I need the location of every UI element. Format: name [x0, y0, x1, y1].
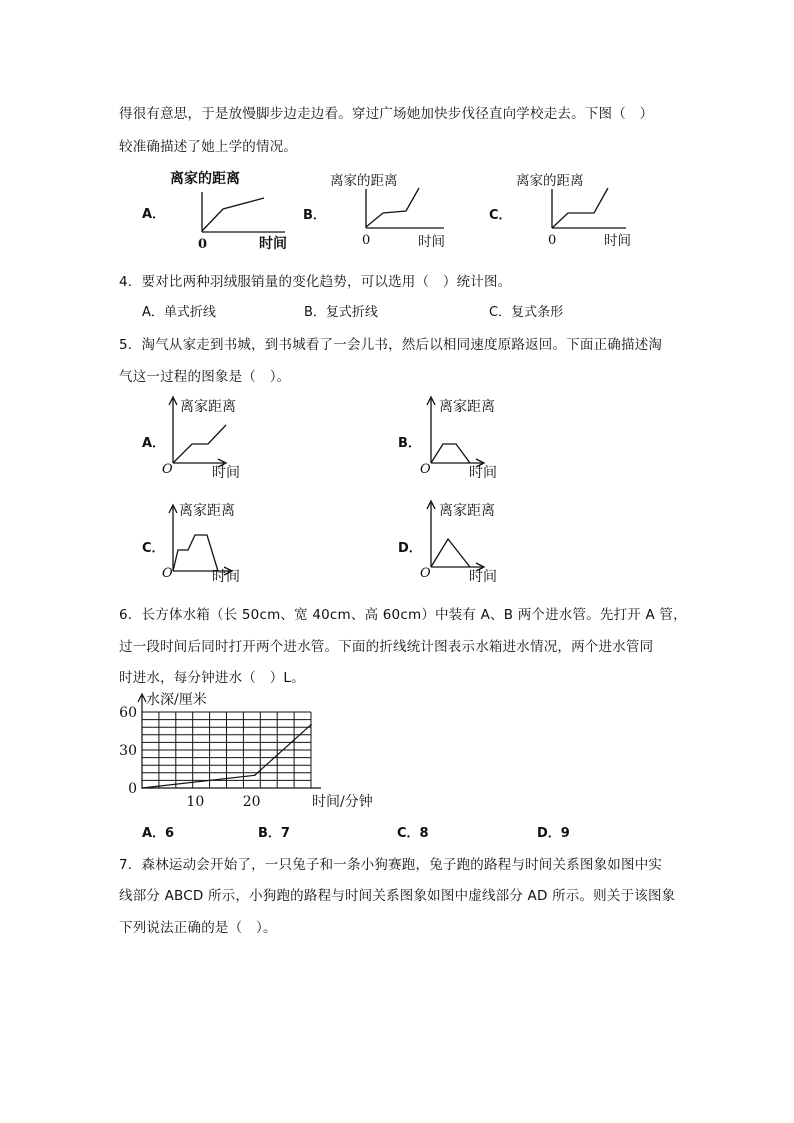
q5-graph-b-line [431, 444, 470, 463]
q3-graph-c-origin: 0 [548, 233, 557, 248]
q5-option-a-label[interactable]: A． [142, 436, 166, 451]
q5-graph-a-line [173, 425, 226, 463]
q6-option-d[interactable]: D．9 [537, 826, 570, 841]
q3-graph-c-ylabel: 离家的距离 [516, 173, 584, 189]
q5-line-2: 气这一过程的图象是（ ）。 [119, 369, 291, 385]
q6-option-b[interactable]: B．7 [258, 826, 290, 841]
q6-line-2: 过一段时间后同时打开两个进水管。下面的折线统计图表示水箱进水情况，两个进水管同 [119, 639, 654, 655]
q6-y-tick-label: 30 [119, 743, 137, 759]
q5-line-1: 5．淘气从家走到书城，到书城看了一会儿书，然后以相同速度原路返回。下面正确描述淘 [119, 337, 663, 353]
q5-graph-c-ylabel: 离家距离 [179, 503, 235, 519]
q3-line-2: 较准确描述了她上学的情况。 [119, 139, 298, 155]
q6-data-point [254, 775, 256, 777]
q3-graph-a [160, 168, 300, 253]
q7-line-2: 线部分 ABCD 所示，小狗跑的路程与时间关系图象如图中虚线部分 AD 所示。则关于该图象 [119, 888, 676, 904]
q5-graph-a-ylabel: 离家距离 [180, 399, 236, 415]
q5-graph-d [418, 497, 518, 587]
q6-option-c[interactable]: C．8 [397, 826, 429, 841]
q4-option-a[interactable]: A．单式折线 [142, 305, 216, 320]
q5-graph-d-origin: O [420, 566, 431, 581]
q3-graph-a-line [202, 198, 264, 231]
q6-line-1: 6．长方体水箱（长 50cm、宽 40cm、高 60cm）中装有 A、B 两个进水管。先打开 A 管， [119, 607, 687, 623]
q5-option-d-label[interactable]: D． [398, 541, 422, 556]
q4-option-b[interactable]: B．复式折线 [304, 305, 378, 320]
q5-graph-a [158, 393, 258, 483]
q3-graph-a-origin: 0 [198, 237, 208, 252]
q5-graph-b-origin: O [420, 462, 431, 477]
q3-graph-b-xlabel: 时间 [418, 234, 445, 250]
q4-option-c[interactable]: C．复式条形 [489, 305, 564, 320]
q6-x-tick-label: 10 [186, 794, 205, 810]
q3-graph-c-line [552, 188, 608, 228]
q5-graph-d-line [431, 539, 470, 567]
q3-line-1: 得很有意思，于是放慢脚步边走边看。穿过广场她加快步伐径直向学校走去。下图（ ） [119, 106, 654, 122]
q3-graph-a-xlabel: 时间 [259, 236, 287, 252]
q3-graph-c [512, 172, 652, 257]
q5-graph-d-xlabel: 时间 [469, 569, 497, 585]
q5-graph-a-xlabel: 时间 [212, 465, 240, 481]
q6-y-tick-label: 0 [128, 781, 137, 797]
q5-option-c-label[interactable]: C． [142, 541, 165, 556]
q6-y-tick-label: 60 [119, 705, 137, 721]
q5-graph-c-origin: O [162, 566, 173, 581]
q5-option-b-label[interactable]: B． [398, 436, 421, 451]
q5-graph-c-xlabel: 时间 [212, 569, 240, 585]
q7-line-1: 7．森林运动会开始了，一只兔子和一条小狗赛跑，兔子跑的路程与时间关系图象如图中实 [119, 857, 663, 873]
q3-option-b-label[interactable]: B． [303, 208, 326, 223]
q6-data-point [310, 724, 312, 726]
q5-graph-c-line [173, 535, 218, 571]
q6-x-tick-label: 20 [242, 794, 261, 810]
q6-water-depth-chart [110, 688, 390, 818]
q3-graph-a-ylabel: 离家的距离 [170, 171, 240, 187]
q5-graph-b-ylabel: 离家距离 [439, 399, 495, 415]
q5-graph-a-origin: O [162, 462, 173, 477]
q7-line-3: 下列说法正确的是（ ）。 [119, 920, 277, 936]
q5-graph-b-xlabel: 时间 [469, 465, 497, 481]
q5-graph-b [418, 393, 518, 483]
q6-chart-xlabel: 时间/分钟 [312, 794, 373, 810]
q3-graph-b [326, 172, 466, 257]
q5-graph-d-ylabel: 离家距离 [439, 503, 495, 519]
q3-graph-b-origin: 0 [362, 233, 371, 248]
q3-graph-b-ylabel: 离家的距离 [330, 173, 398, 189]
q6-option-a[interactable]: A．6 [142, 826, 175, 841]
q6-chart-ylabel: 水深/厘米 [146, 692, 207, 708]
q5-graph-c [158, 497, 258, 587]
q3-option-a-label[interactable]: A． [142, 207, 166, 222]
q6-line-3: 时进水，每分钟进水（ ）L。 [119, 670, 305, 686]
q6-data-point [141, 787, 143, 789]
q3-graph-c-xlabel: 时间 [604, 233, 631, 249]
q4-stem: 4．要对比两种羽绒服销量的变化趋势，可以选用（ ）统计图。 [119, 274, 512, 290]
q3-graph-b-line [366, 188, 419, 227]
q3-option-c-label[interactable]: C． [489, 208, 512, 223]
